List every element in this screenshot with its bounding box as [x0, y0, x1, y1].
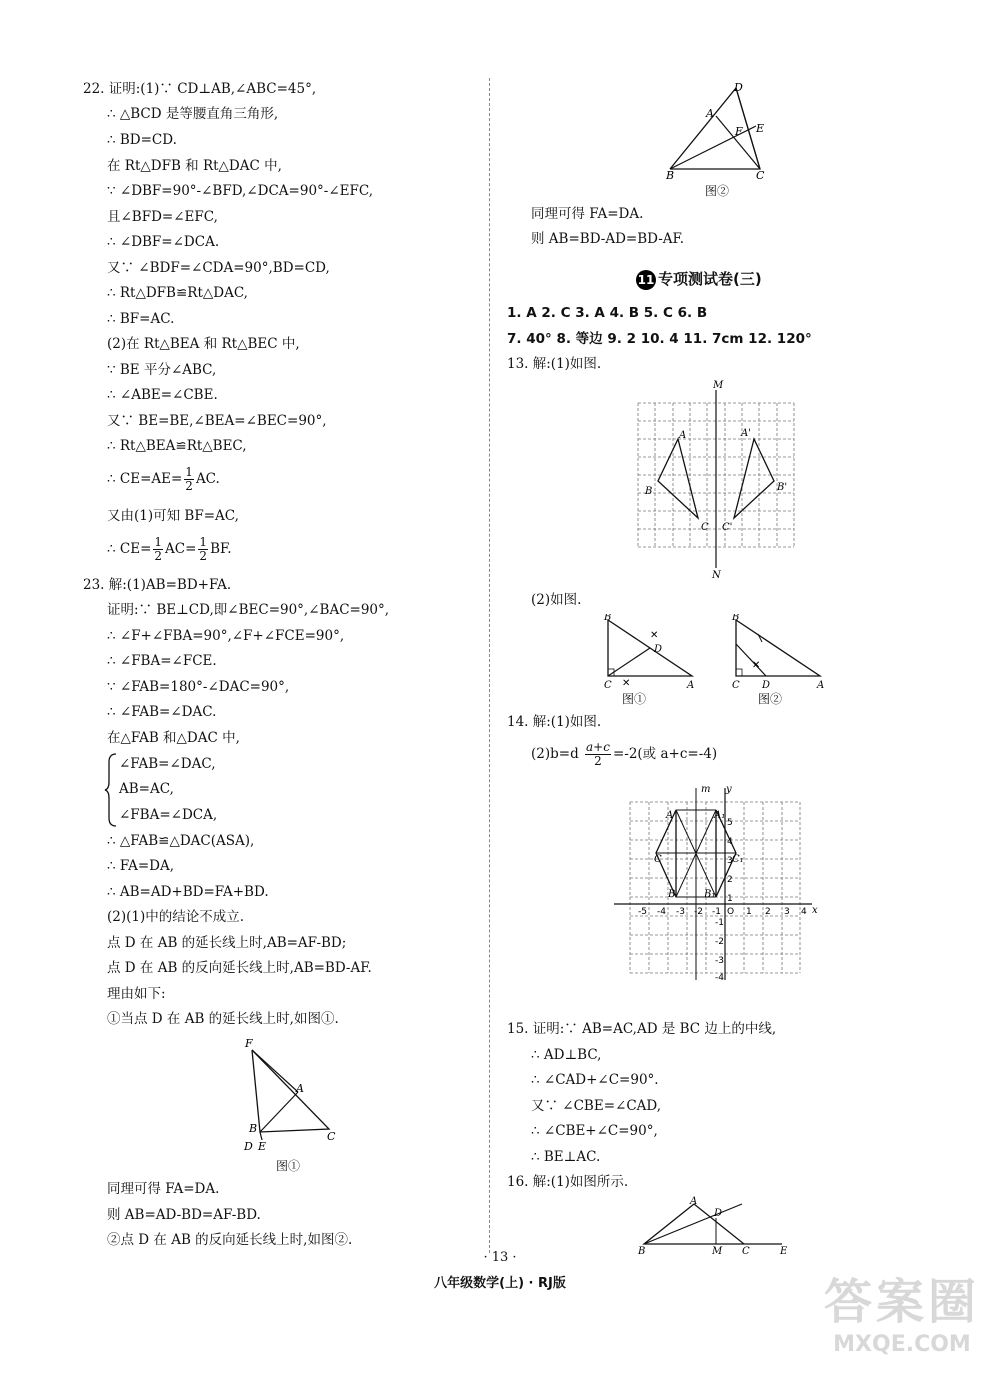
- q15-line-2: ∴ AD⊥BC,: [531, 1047, 602, 1063]
- q23-line-6: ∴ ∠FAB=∠DAC.: [107, 704, 217, 720]
- q14-coordinate-grid: [612, 780, 822, 982]
- q23-line-5: ∵ ∠FAB=180°-∠DAC=90°,: [107, 679, 290, 695]
- section-title: 11 专项测试卷(三): [637, 270, 762, 288]
- q14-line: 14. 解:(1)如图.: [507, 714, 602, 730]
- q13-label-c: C: [701, 522, 709, 533]
- q13-line: 13. 解:(1)如图.: [507, 356, 602, 372]
- q22-line-8: 又∵ ∠BDF=∠CDA=90°,BD=CD,: [107, 260, 330, 276]
- svg-text:✕: ✕: [650, 630, 659, 641]
- svg-text:1: 1: [727, 894, 733, 904]
- q13b-caption-1: 图①: [622, 692, 647, 706]
- q23-line-12: 点 D 在 AB 的延长线上时,AB=AF-BD;: [107, 935, 347, 951]
- right-top-line-1: 同理可得 FA=DA.: [531, 206, 644, 222]
- watermark-logo: 答案圈 MXQE.COM: [823, 1274, 980, 1357]
- svg-text:✕: ✕: [752, 660, 761, 671]
- q22-line-11: (2)在 Rt△BEA 和 Rt△BEC 中,: [107, 336, 300, 352]
- q22-line-15: ∴ Rt△BEA≌Rt△BEC,: [107, 438, 247, 454]
- svg-text:✕: ✕: [622, 678, 631, 689]
- brace-line-3: ∠FBA=∠DCA,: [119, 807, 218, 823]
- q16-label-a: A: [690, 1196, 698, 1207]
- svg-text:3: 3: [727, 856, 733, 866]
- svg-text:-3: -3: [676, 907, 685, 917]
- q22-line-16: 又由(1)可知 BF=AC,: [107, 508, 239, 524]
- q13b2-label-c: C: [732, 680, 740, 691]
- fig2-label-e: E: [756, 122, 765, 135]
- q23-line-4: ∴ ∠FBA=∠FCE.: [107, 653, 217, 669]
- q16-figure: [632, 1196, 802, 1254]
- fig2-label-d: D: [734, 81, 743, 94]
- fig2-label-f: F: [735, 125, 743, 138]
- q13-label-m: M: [713, 380, 724, 391]
- q22-fraction-line-2: ∴ CE= $\frac{1}{2}$ AC= $\frac{1}{2}$ BF.: [107, 535, 232, 563]
- q22-line-3: ∴ BD=CD.: [107, 132, 177, 148]
- q23-line-13: 点 D 在 AB 的反向延长线上时,AB=BD-AF.: [107, 960, 372, 976]
- q13b2-label-d: D: [762, 680, 771, 691]
- q23-line-1: 23. 解:(1)AB=BD+FA.: [83, 577, 232, 593]
- brace-line-1: ∠FAB=∠DAC,: [119, 756, 216, 772]
- q16-label-c: C: [742, 1246, 750, 1254]
- svg-text:-4: -4: [715, 973, 724, 982]
- answers-row-1: 1. A 2. C 3. A 4. B 5. C 6. B: [507, 305, 708, 321]
- svg-text:-3: -3: [715, 956, 724, 966]
- q15-line-5: ∴ ∠CBE+∠C=90°,: [531, 1123, 658, 1139]
- q23-line-3: ∴ ∠F+∠FBA=90°,∠F+∠FCE=90°,: [107, 628, 345, 644]
- q13b1-label-d: D: [654, 644, 663, 655]
- svg-text:-1: -1: [715, 918, 724, 928]
- q22-line-7: ∴ ∠DBF=∠DCA.: [107, 234, 220, 250]
- fig2-label-c: C: [756, 169, 765, 180]
- q13b1-label-b: B: [604, 614, 612, 623]
- q13b1-label-c: C: [604, 680, 612, 691]
- q22-line-5: ∵ ∠DBF=90°-∠BFD,∠DCA=90°-∠EFC,: [107, 183, 374, 199]
- q23-line-8: ∴ △FAB≌△DAC(ASA),: [107, 833, 255, 849]
- q22-line-2: ∴ △BCD 是等腰直角三角形,: [107, 106, 279, 122]
- fig1-label-c: C: [327, 1130, 336, 1143]
- q13b-triangle-1: [600, 614, 700, 694]
- q22-line-13: ∴ ∠ABE=∠CBE.: [107, 387, 218, 403]
- q23-line-11: (2)(1)中的结论不成立.: [107, 909, 245, 925]
- q22-line-12: ∵ BE 平分∠ABC,: [107, 362, 217, 378]
- q14-label-x: x: [812, 905, 818, 916]
- q23-line-7: 在△FAB 和△DAC 中,: [107, 730, 240, 746]
- q22-line-14: 又∵ BE=BE,∠BEA=∠BEC=90°,: [107, 413, 327, 429]
- q14-label-b: B: [668, 889, 676, 900]
- column-divider: [489, 78, 490, 1253]
- q22-line-1: 22. 证明:(1)∵ CD⊥AB,∠ABC=45°,: [83, 81, 317, 97]
- fig2-label-b: B: [666, 169, 675, 180]
- fig1-label-a: A: [296, 1082, 304, 1095]
- q23-line-14: 理由如下:: [107, 986, 166, 1002]
- q15-line-3: ∴ ∠CAD+∠C=90°.: [531, 1072, 659, 1088]
- svg-text:2: 2: [765, 907, 771, 917]
- q13b-caption-2: 图②: [758, 692, 783, 706]
- q16-label-e: E: [780, 1246, 788, 1254]
- q23-line-10: ∴ AB=AD+BD=FA+BD.: [107, 884, 269, 900]
- svg-text:2: 2: [727, 875, 733, 885]
- book-title: 八年级数学(上) · RJ版: [434, 1276, 566, 1291]
- q23-bottom-line-2: 则 AB=AD-BD=AF-BD.: [107, 1207, 261, 1223]
- q14-label-m: m: [701, 784, 711, 795]
- q23-line-9: ∴ FA=DA,: [107, 858, 174, 874]
- q13-label-n: N: [712, 570, 721, 580]
- svg-text:3: 3: [784, 907, 790, 917]
- q23-bottom-line-3: ②点 D 在 AB 的反向延长线上时,如图②.: [107, 1232, 353, 1248]
- q16-label-d: D: [714, 1208, 723, 1219]
- q13b2-label-b: B: [732, 614, 740, 623]
- q14-label-a: A: [666, 810, 674, 821]
- fig1-label-d: D: [244, 1140, 253, 1153]
- svg-text:4: 4: [801, 907, 807, 917]
- fig1-label-b: B: [249, 1122, 258, 1135]
- q14-label-c1: C₁: [732, 854, 744, 865]
- fig2-label-a: A: [706, 107, 714, 120]
- left-brace: [104, 752, 118, 828]
- q13-label-a: A: [679, 430, 687, 441]
- q23-bottom-line-1: 同理可得 FA=DA.: [107, 1181, 220, 1197]
- q16-label-b: B: [638, 1246, 646, 1254]
- figure-1-triangle: [238, 1036, 348, 1156]
- section-badge: 11: [636, 270, 656, 290]
- q13b1-label-a: A: [687, 680, 695, 691]
- q22-line-10: ∴ BF=AC.: [107, 311, 175, 327]
- q13-grid-figure: [628, 378, 804, 580]
- svg-text:O: O: [727, 907, 735, 917]
- q22-line-6: 且∠BFD=∠EFC,: [107, 209, 218, 225]
- q13-label-b: B: [645, 486, 653, 497]
- fig1-label-f: F: [245, 1037, 253, 1050]
- figure-2-caption: 图②: [705, 184, 730, 198]
- q14b-line: (2)b=d $\frac{a+c}{2}$ =-2(或 a+c=-4): [531, 740, 718, 768]
- q15-line-1: 15. 证明:∵ AB=AC,AD 是 BC 边上的中线,: [507, 1021, 777, 1037]
- q13b-triangle-2: [728, 614, 828, 694]
- svg-text:-1: -1: [712, 907, 721, 917]
- right-top-line-2: 则 AB=BD-AD=BD-AF.: [531, 231, 685, 247]
- svg-text:5: 5: [727, 818, 733, 828]
- q15-line-6: ∴ BE⊥AC.: [531, 1149, 601, 1165]
- svg-text:-2: -2: [694, 907, 703, 917]
- svg-text:-5: -5: [638, 907, 647, 917]
- figure-1-caption: 图①: [276, 1159, 301, 1173]
- q14-label-b1: B₁: [704, 889, 716, 900]
- q22-line-4: 在 Rt△DFB 和 Rt△DAC 中,: [107, 158, 282, 174]
- q13b-line: (2)如图.: [531, 592, 582, 608]
- svg-text:1: 1: [746, 907, 752, 917]
- q14-label-a1: A₁: [714, 810, 726, 821]
- q13-label-a-prime: A': [741, 428, 751, 439]
- q22-fraction-line-1: ∴ CE=AE= $\frac{1}{2}$ AC.: [107, 465, 220, 493]
- q23-line-2: 证明:∵ BE⊥CD,即∠BEC=90°,∠BAC=90°,: [107, 602, 390, 618]
- q13-label-b-prime: B': [777, 482, 788, 493]
- figure-2-triangle: [660, 80, 780, 180]
- q16-label-m: M: [712, 1246, 723, 1254]
- q13-label-c-prime: C': [722, 522, 733, 533]
- q14-label-c: C: [654, 854, 662, 865]
- answers-row-2: 7. 40° 8. 等边 9. 2 10. 4 11. 7cm 12. 120°: [507, 331, 812, 347]
- svg-text:-4: -4: [657, 907, 666, 917]
- brace-line-2: AB=AC,: [119, 781, 174, 797]
- q15-line-4: 又∵ ∠CBE=∠CAD,: [531, 1098, 662, 1114]
- page-number: · 13 ·: [483, 1250, 517, 1265]
- svg-text:4: 4: [727, 837, 733, 847]
- q16-line: 16. 解:(1)如图所示.: [507, 1174, 629, 1190]
- q23-line-15: ①当点 D 在 AB 的延长线上时,如图①.: [107, 1011, 339, 1027]
- q13b2-label-a: A: [817, 680, 825, 691]
- fig1-label-e: E: [258, 1140, 267, 1153]
- q14-label-y: y: [726, 784, 732, 795]
- svg-text:-2: -2: [715, 937, 724, 947]
- q22-line-9: ∴ Rt△DFB≌Rt△DAC,: [107, 285, 248, 301]
